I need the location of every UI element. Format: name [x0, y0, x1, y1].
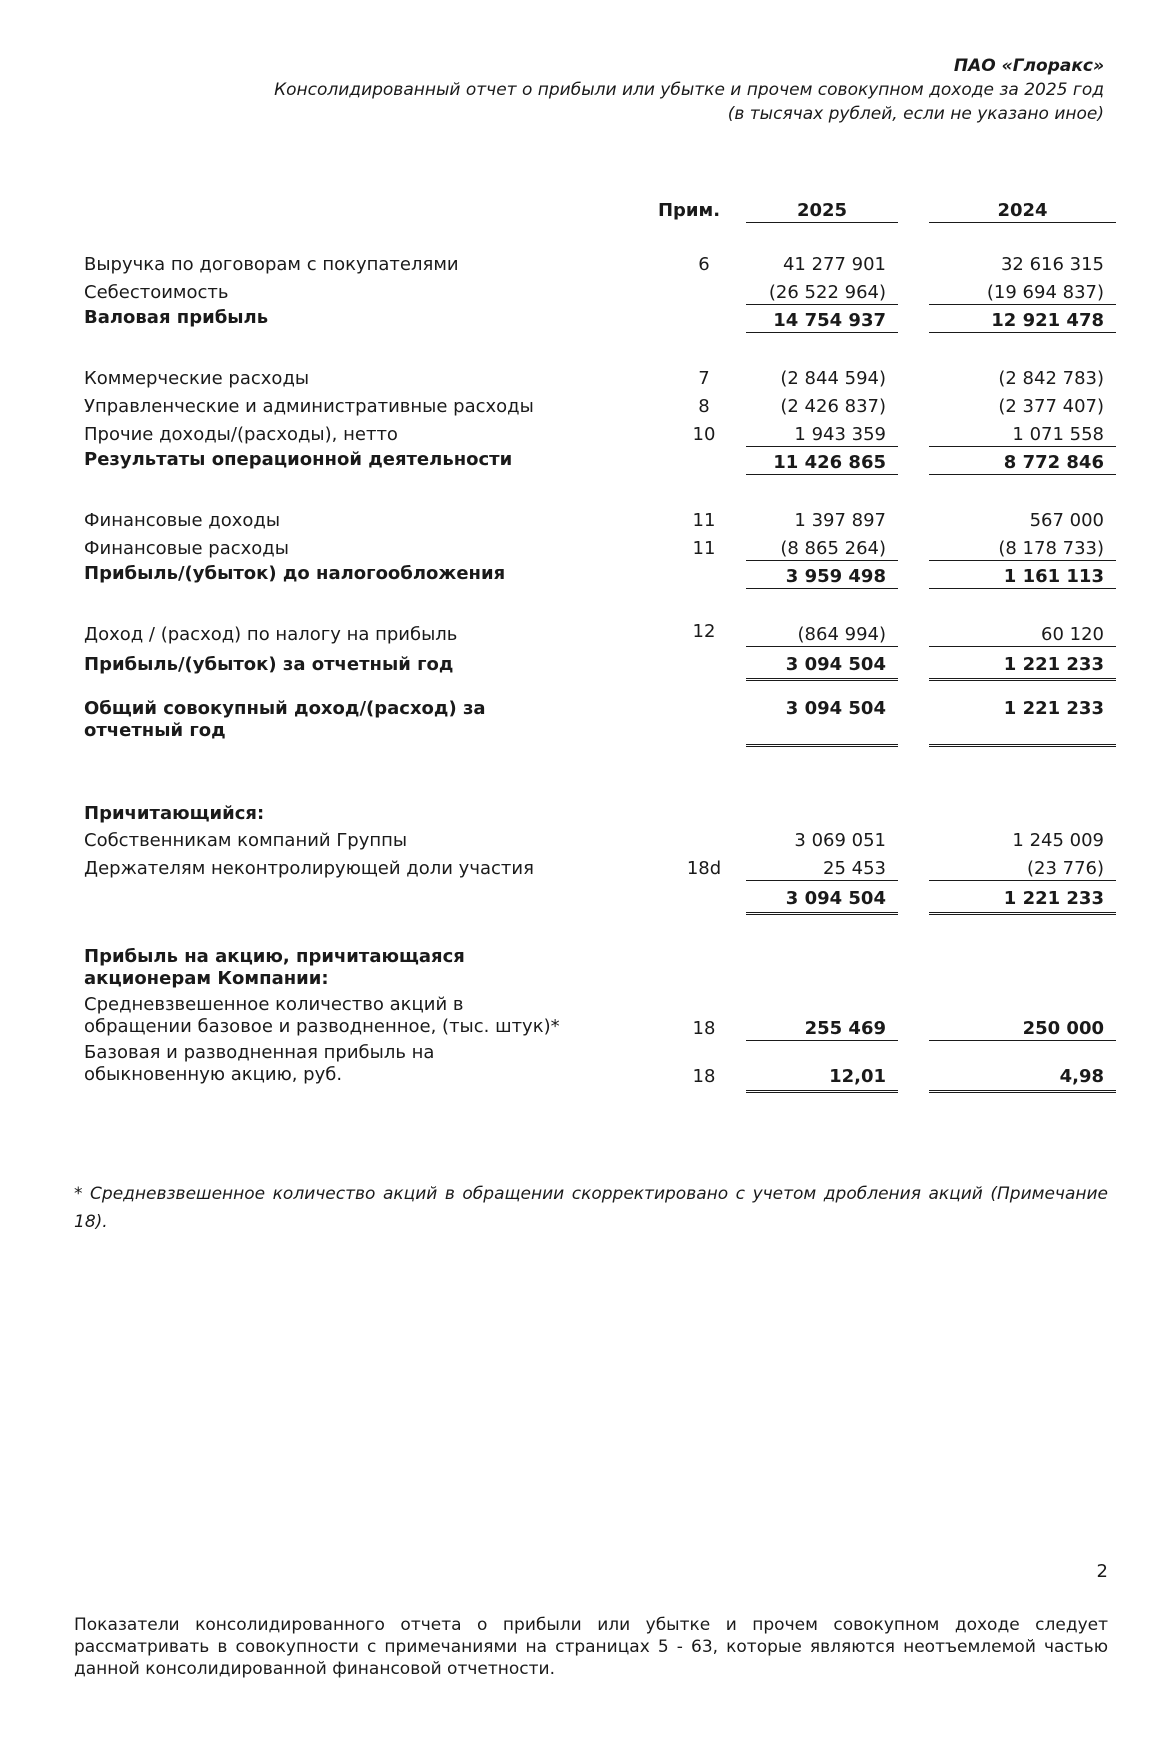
page-number: 2 [1096, 1561, 1108, 1582]
row-label: Управленческие и административные расходы [84, 396, 534, 417]
document-header [104, 54, 1104, 126]
value-2024: 1 245 009 [1012, 830, 1104, 851]
value-2024: 1 161 113 [929, 566, 1116, 589]
units-note: (в тысячах рублей, если не указано иное) [727, 104, 1104, 124]
row-label: Прибыль/(убыток) за отчетный год [84, 654, 454, 675]
value-2025: 255 469 [746, 1018, 898, 1041]
value-2024: 250 000 [929, 1018, 1116, 1041]
row-label: Результаты операционной деятельности [84, 449, 513, 470]
value-2025: (864 994) [746, 624, 898, 647]
value-2025: 3 069 051 [794, 830, 886, 851]
year-2025-header: 2025 [746, 200, 898, 223]
row-label: Выручка по договорам с покупателями [84, 254, 459, 275]
disclaimer-note: Показатели консолидированного отчета о прибыли или убытке и прочем совокупном доходе следует рассматривать в совокупности с примечаниями на страницах 5 - 63, которые являются неотъемлемой частью данной консолидированной финансовой отчетности. [74, 1615, 1108, 1679]
value-2025: 3 094 504 [746, 698, 898, 747]
value-2024: (23 776) [929, 858, 1116, 881]
value-2024: 567 000 [1029, 510, 1104, 531]
note-column-header: Прим. [657, 200, 721, 221]
row-label: Валовая прибыль [84, 307, 269, 328]
value-2025: 11 426 865 [746, 452, 898, 475]
value-2024: 32 616 315 [1000, 254, 1104, 275]
value-2024: 1 221 233 [929, 698, 1116, 747]
row-note: 11 [692, 538, 716, 559]
value-2024: 1 221 233 [929, 888, 1116, 915]
row-note: 10 [692, 424, 716, 445]
statement-title: Консолидированный отчет о прибыли или убытке и прочем совокупном доходе за 2025 год [274, 80, 1104, 100]
value-2025: 1 943 359 [746, 424, 898, 447]
row-label: Прочие доходы/(расходы), нетто [84, 424, 398, 445]
row-label: Финансовые расходы [84, 538, 289, 559]
row-note: 6 [698, 254, 710, 275]
row-label: Прибыль на акцию, причитающаяся акционерам Компании: [84, 946, 465, 989]
value-2025: (2 844 594) [780, 368, 886, 389]
row-note: 18 [692, 1018, 716, 1039]
value-2024: 12 921 478 [929, 310, 1116, 333]
value-2024: 60 120 [929, 624, 1116, 647]
value-2024: 1 071 558 [929, 424, 1116, 447]
row-note: 7 [698, 368, 710, 389]
value-2025: (2 426 837) [780, 396, 886, 417]
company-name: ПАО «Глоракс» [953, 56, 1104, 76]
value-2025: 12,01 [746, 1066, 898, 1093]
value-2024: 4,98 [929, 1066, 1116, 1093]
value-2025: 3 094 504 [746, 654, 898, 681]
value-2024: 1 221 233 [929, 654, 1116, 681]
value-2024: 8 772 846 [929, 452, 1116, 475]
value-2024: (19 694 837) [929, 282, 1116, 305]
value-2024: (8 178 733) [929, 538, 1116, 561]
value-2025: 1 397 897 [794, 510, 886, 531]
row-label: Собственникам компаний Группы [84, 830, 408, 851]
row-note: 18d [686, 858, 722, 879]
row-label: Средневзвешенное количество акций в обращении базовое и разводненное, (тыс. штук)* [84, 994, 560, 1037]
row-label: Держателям неконтролирующей доли участия [84, 858, 534, 879]
row-label: Себестоимость [84, 282, 229, 303]
row-label: Доход / (расход) по налогу на прибыль [84, 624, 458, 645]
row-label: Коммерческие расходы [84, 368, 310, 389]
row-label: Общий совокупный доход/(расход) за отчетный год [84, 698, 486, 741]
value-2025: 25 453 [746, 858, 898, 881]
year-2024-header: 2024 [929, 200, 1116, 223]
row-note: 18 [692, 1066, 716, 1087]
row-note: 8 [698, 396, 710, 417]
value-2025: 3 094 504 [746, 888, 898, 915]
row-label: Базовая и разводненная прибыль на обыкновенную акцию, руб. [84, 1042, 435, 1085]
value-2024: (2 377 407) [998, 396, 1104, 417]
value-2025: (26 522 964) [746, 282, 898, 305]
value-2025: (8 865 264) [746, 538, 898, 561]
row-label: Финансовые доходы [84, 510, 281, 531]
row-label: Прибыль/(убыток) до налогообложения [84, 563, 506, 584]
value-2024: (2 842 783) [998, 368, 1104, 389]
value-2025: 14 754 937 [746, 310, 898, 333]
row-note: 12 [692, 621, 716, 642]
row-label: Причитающийся: [84, 803, 265, 824]
value-2025: 3 959 498 [746, 566, 898, 589]
row-note: 11 [692, 510, 716, 531]
footnote: * Средневзвешенное количество акций в обращении скорректировано с учетом дробления акций (Примечание 18). [74, 1184, 1108, 1232]
value-2025: 41 277 901 [782, 254, 886, 275]
